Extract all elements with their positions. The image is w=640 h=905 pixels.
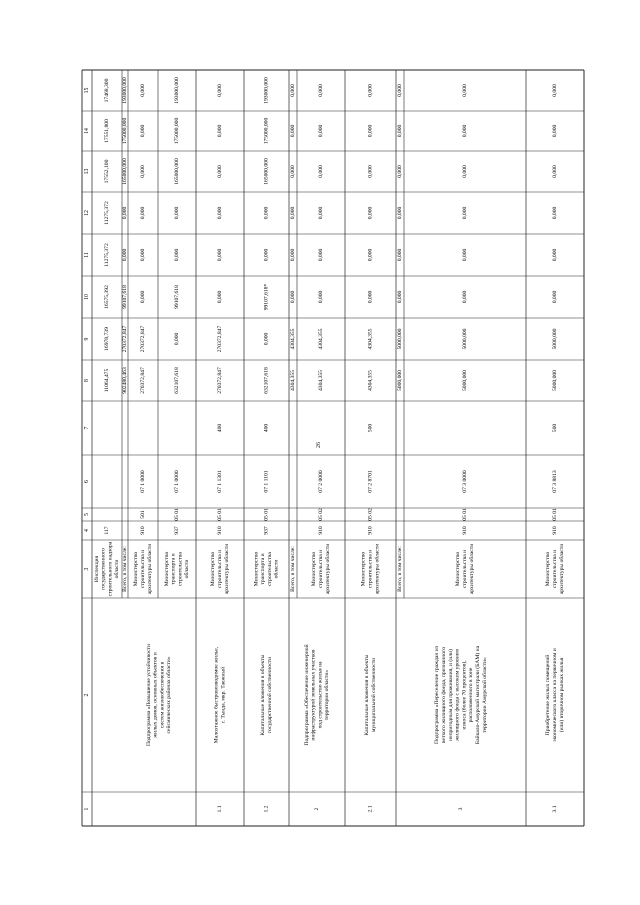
- executor-name-line: Министерство: [360, 551, 367, 587]
- amount-value: 0,000: [367, 165, 374, 178]
- amount-value: 0,000: [290, 165, 296, 178]
- amount-value: 0,000: [397, 165, 403, 178]
- amount-value: 0,000: [367, 206, 374, 220]
- amount-value: 0,000: [122, 206, 128, 220]
- row-name-line: территории Амурской области»: [481, 657, 488, 733]
- amount-value: 0,000: [263, 206, 270, 220]
- row-name-line: износа (более 70 процентов),: [461, 660, 468, 730]
- amount-value: 0,000: [397, 124, 403, 138]
- top-executor-line: области: [114, 559, 121, 579]
- csr-code: 07 2 0000: [318, 470, 324, 493]
- amount-value: 270372,847: [140, 325, 146, 353]
- amount-value: 632107,618: [174, 367, 180, 394]
- row-name-line: Капитальные вложения в объекты: [260, 654, 267, 736]
- amount-value: 0,000: [140, 248, 146, 262]
- executor-name-line: области: [273, 559, 280, 579]
- executor-name-line: строительства и: [462, 549, 468, 589]
- row-name-line: муниципальной собственности: [370, 657, 377, 733]
- top-value: 17468,300: [104, 78, 110, 103]
- row-name-line: под строительство жилья на: [317, 661, 324, 729]
- amount-value: 4304,355: [318, 328, 324, 350]
- executor-name-line: строительства и: [318, 549, 324, 589]
- row-name-line: сейсмических районах области»: [166, 656, 173, 734]
- amount-value: 0,000: [174, 206, 180, 220]
- table-grid: [82, 70, 584, 826]
- amount-value: 902480,463: [122, 367, 128, 394]
- csr-code: 07 3 8813: [552, 470, 558, 493]
- executor-name-line: Министерство: [253, 551, 260, 587]
- amount-value: 175000,000: [122, 117, 128, 145]
- column-number: 8: [84, 379, 90, 382]
- amount-value: 0,000: [367, 248, 374, 262]
- executor-name-line: архитектуры области: [223, 543, 230, 595]
- column-number: 5: [84, 513, 90, 516]
- row-number: 2.1: [367, 805, 374, 813]
- executor-name-line: Министерство: [133, 551, 140, 587]
- amount-value: 4304,355: [367, 328, 374, 350]
- amount-value: 165000,000: [122, 158, 128, 185]
- amount-value: 270372,847: [122, 325, 128, 353]
- rzpr-code: 05 02: [318, 508, 324, 521]
- column-number: 4: [84, 529, 90, 532]
- amount-value: 0,000: [462, 248, 468, 262]
- executor-name-line: Министерство: [455, 551, 462, 587]
- amount-value: 0,000: [217, 206, 223, 220]
- column-number: 12: [84, 210, 90, 216]
- amount-value: 270372,847: [140, 367, 146, 394]
- amount-value: 165000,000: [174, 158, 180, 185]
- amount-value: 632107,618: [263, 367, 270, 394]
- amount-value: 0,000: [397, 248, 403, 262]
- column-number: 15: [84, 87, 90, 94]
- grbs-code: 910: [217, 526, 223, 535]
- amount-value: 270372,847: [217, 325, 223, 353]
- amount-value: 0,000: [552, 248, 558, 262]
- row-name-line: территории области»: [324, 669, 331, 721]
- row-number: 2: [314, 807, 320, 811]
- executor-name-line: Министерство: [545, 551, 552, 587]
- amount-value: 0,000: [263, 332, 270, 346]
- executor-name-line: строительства и: [367, 549, 374, 589]
- amount-value: 0,000: [217, 124, 223, 138]
- amount-value: 0,000: [318, 84, 324, 97]
- csr-code: 07 1 0000: [174, 470, 180, 493]
- vr-code: 500: [367, 423, 374, 433]
- amount-value: 0,000: [217, 165, 223, 178]
- amount-value: 5000,000: [552, 370, 558, 391]
- amount-value: 0,000: [140, 290, 146, 304]
- total-label: Всего, в том числе:: [122, 546, 128, 592]
- amount-value: 0,000: [318, 248, 324, 262]
- row-name-line: (или) вторичном рынках жилья: [558, 657, 565, 733]
- amount-value: 0,000: [552, 165, 558, 178]
- row-name-line: Подпрограмма «Повышение устойчивости: [145, 643, 152, 747]
- amount-value: 4304,355: [367, 370, 374, 391]
- csr-code: 07 1 0000: [140, 470, 146, 493]
- amount-value: 0,000: [140, 165, 146, 178]
- rzpr-code: 05 01: [552, 508, 558, 521]
- rzpr-code: 05 01: [263, 508, 270, 521]
- column-number: 13: [84, 168, 90, 175]
- row-name-line: государственной собственности: [266, 656, 273, 734]
- amount-value: 0,000: [462, 84, 468, 97]
- top-value: 17551,800: [104, 119, 110, 143]
- amount-value: 0,000: [290, 290, 296, 304]
- amount-value: 165000,000: [263, 158, 270, 185]
- vr-code: 400: [217, 423, 223, 433]
- amount-value: 0,000: [462, 165, 468, 178]
- amount-value: 0,000: [217, 290, 223, 304]
- top-value: 16575,392: [104, 285, 110, 309]
- row-name-line: г. Тында, мкр. Таежный: [220, 666, 227, 724]
- amount-value: 0,000: [318, 124, 324, 138]
- row-name-line: Малоэтажное быстровозводимое жилье,: [213, 646, 220, 744]
- executor-name-line: Министерство: [163, 551, 170, 587]
- executor-name-line: строительства и: [552, 549, 558, 589]
- rzpr-code: 501: [140, 510, 146, 519]
- amount-value: 4304,355: [290, 328, 296, 350]
- executor-name-line: строительства: [266, 552, 273, 586]
- grbs-code: 910: [367, 526, 374, 535]
- amount-value: 0,000: [397, 84, 403, 97]
- amount-value: 0,000: [367, 124, 374, 138]
- rzpr-code: 05 01: [462, 508, 468, 521]
- amount-value: 0,000: [122, 248, 128, 262]
- amount-value: 0,000: [263, 248, 270, 262]
- column-number: 3: [84, 567, 90, 571]
- amount-value: 99107,618: [174, 285, 180, 309]
- column-number: 10: [84, 294, 90, 300]
- row-name-line: систем жизнеобеспечения в: [159, 661, 166, 729]
- amount-value: 0,000: [367, 84, 374, 97]
- row-name-line: Подпрограмма «Переселение граждан из: [434, 646, 441, 744]
- amount-value: 193000,000: [174, 77, 180, 104]
- executor-name-line: строительства и: [140, 549, 146, 589]
- executor-name-line: Министерство: [210, 551, 217, 587]
- top-value: 11275,372: [104, 201, 110, 225]
- amount-value: 0,000: [217, 84, 223, 97]
- grbs-code: 910: [462, 526, 468, 535]
- executor-name-line: строительства и: [217, 549, 223, 589]
- amount-value: 5000,000: [552, 328, 558, 350]
- amount-value: 5000,000: [462, 328, 468, 350]
- grbs-code: 910: [552, 526, 558, 535]
- row-name-line: Байкало-Амурской магистрали (БАМ) на: [475, 645, 481, 745]
- amount-value: 0,000: [290, 84, 296, 97]
- total-label: Всего, в том числе:: [397, 546, 403, 592]
- executor-name-line: Министерство: [311, 551, 318, 587]
- executor-name-line: транспорта и: [170, 553, 177, 585]
- rzpr-code: 05 01: [217, 508, 223, 521]
- total-label: Всего, в том числе:: [290, 546, 296, 592]
- column-number: 11: [84, 252, 90, 258]
- amount-value: 0,000: [290, 206, 296, 220]
- amount-value: 4304,355: [318, 370, 324, 391]
- row-name-line: Приобретение жилых помещений: [545, 654, 552, 736]
- amount-value: 0,000: [318, 206, 324, 220]
- grbs-code: 910: [140, 526, 146, 535]
- top-value: 11064,475: [104, 368, 110, 393]
- csr-code: 07 1 1301: [217, 470, 223, 493]
- column-number: 9: [84, 337, 90, 341]
- column-number: 7: [84, 426, 90, 430]
- executor-name-line: архитектуры области: [374, 543, 381, 595]
- top-value: 11275,372: [104, 243, 110, 267]
- row-name-line: экономического класса на первичном и: [552, 648, 558, 742]
- amount-value: 5000,000: [462, 370, 468, 391]
- amount-value: 0,000: [140, 206, 146, 220]
- row-number: 1.2: [263, 805, 270, 813]
- executor-name-line: архитектуры области: [146, 543, 153, 595]
- vr-code: 400: [263, 423, 270, 433]
- row-name-line: Капитальные вложения в объекты: [364, 654, 371, 736]
- row-name-line: ветхого жилищного фонда, признанного: [441, 646, 447, 744]
- top-executor-line: Инспекция: [93, 555, 100, 583]
- column-number: 14: [84, 128, 90, 134]
- executor-name-line: архитектуры области: [558, 543, 565, 595]
- top-value: 17552,100: [104, 159, 110, 184]
- grbs-code: 910: [318, 526, 324, 535]
- top-grbs: 117: [104, 526, 110, 535]
- amount-value: 0,000: [552, 124, 558, 138]
- amount-value: 5000,000: [397, 328, 403, 350]
- amount-value: 193000,000: [122, 77, 128, 104]
- amount-value: 0,000: [462, 206, 468, 220]
- amount-value: 0,000: [174, 332, 180, 346]
- amount-value: 0,000: [217, 248, 223, 262]
- grbs-code: 937: [174, 526, 180, 535]
- row-number: 3.1: [552, 805, 558, 813]
- top-executor-line: государственного: [100, 548, 107, 590]
- amount-value: 0,000: [174, 248, 180, 262]
- amount-value: 99107,618: [122, 285, 128, 309]
- grbs-code: 937: [263, 526, 270, 535]
- row-name-line: жилых домов, основных объектов и: [152, 652, 159, 738]
- row-number: 1.1: [217, 805, 223, 813]
- amount-value: 0,000: [318, 165, 324, 178]
- amount-value: 0,000: [462, 124, 468, 138]
- column-number: 2: [84, 693, 90, 697]
- vr-code: 500: [552, 423, 558, 433]
- executor-name-line: области: [184, 559, 191, 579]
- executor-name-line: строительства: [177, 552, 184, 586]
- row-number: 3: [458, 807, 464, 811]
- csr-code: 07 3 0000: [462, 470, 468, 493]
- csr-code: 07 2 8701: [367, 470, 374, 493]
- amount-value: 0,000: [397, 290, 403, 304]
- row-name-line: непригодным для проживания, и (или): [447, 649, 454, 741]
- amount-value: 175000,000: [174, 117, 180, 145]
- amount-value: 0,000: [367, 290, 374, 304]
- executor-name-line: архитектуры области: [468, 543, 475, 595]
- top-value: 16978,739: [104, 327, 110, 351]
- executor-name-line: транспорта и: [260, 553, 267, 585]
- column-number: 1: [84, 807, 90, 811]
- amount-value: 0,000: [318, 290, 324, 304]
- rzpr-code: 05 02: [367, 508, 374, 521]
- amount-value: 4304,355: [290, 370, 296, 391]
- column-number: 6: [84, 480, 90, 483]
- row-name-line: жилищного фонда с высоким уровнем: [454, 649, 461, 741]
- row-name-line: инфраструктурой земельных участков: [310, 649, 317, 741]
- amount-value: 193000,000: [263, 77, 270, 104]
- top-executor-line: строительного надзора: [107, 541, 114, 597]
- csr-code: 07 1 1101: [263, 470, 270, 493]
- amount-value: 99107,618*: [263, 283, 270, 311]
- amount-value: 0,000: [397, 206, 403, 220]
- amount-value: 5000,000: [397, 370, 403, 391]
- amount-value: 0,000: [290, 248, 296, 262]
- amount-value: 0,000: [552, 206, 558, 220]
- amount-value: 175000,000: [263, 117, 270, 145]
- amount-value: 0,000: [140, 124, 146, 138]
- amount-value: 0,000: [552, 84, 558, 97]
- amount-value: 0,000: [290, 124, 296, 138]
- amount-value: 0,000: [552, 290, 558, 304]
- rzpr-code: 05 01: [174, 508, 180, 521]
- row-name-line: расположенного в зоне: [468, 667, 475, 723]
- amount-value: 270372,847: [217, 367, 223, 394]
- page-number: 26: [316, 442, 322, 448]
- amount-value: 0,000: [140, 84, 146, 97]
- row-name-line: Подпрограмма «Обеспечение инженерной: [303, 644, 310, 746]
- executor-name-line: архитектуры области: [324, 543, 331, 595]
- amount-value: 0,000: [462, 290, 468, 304]
